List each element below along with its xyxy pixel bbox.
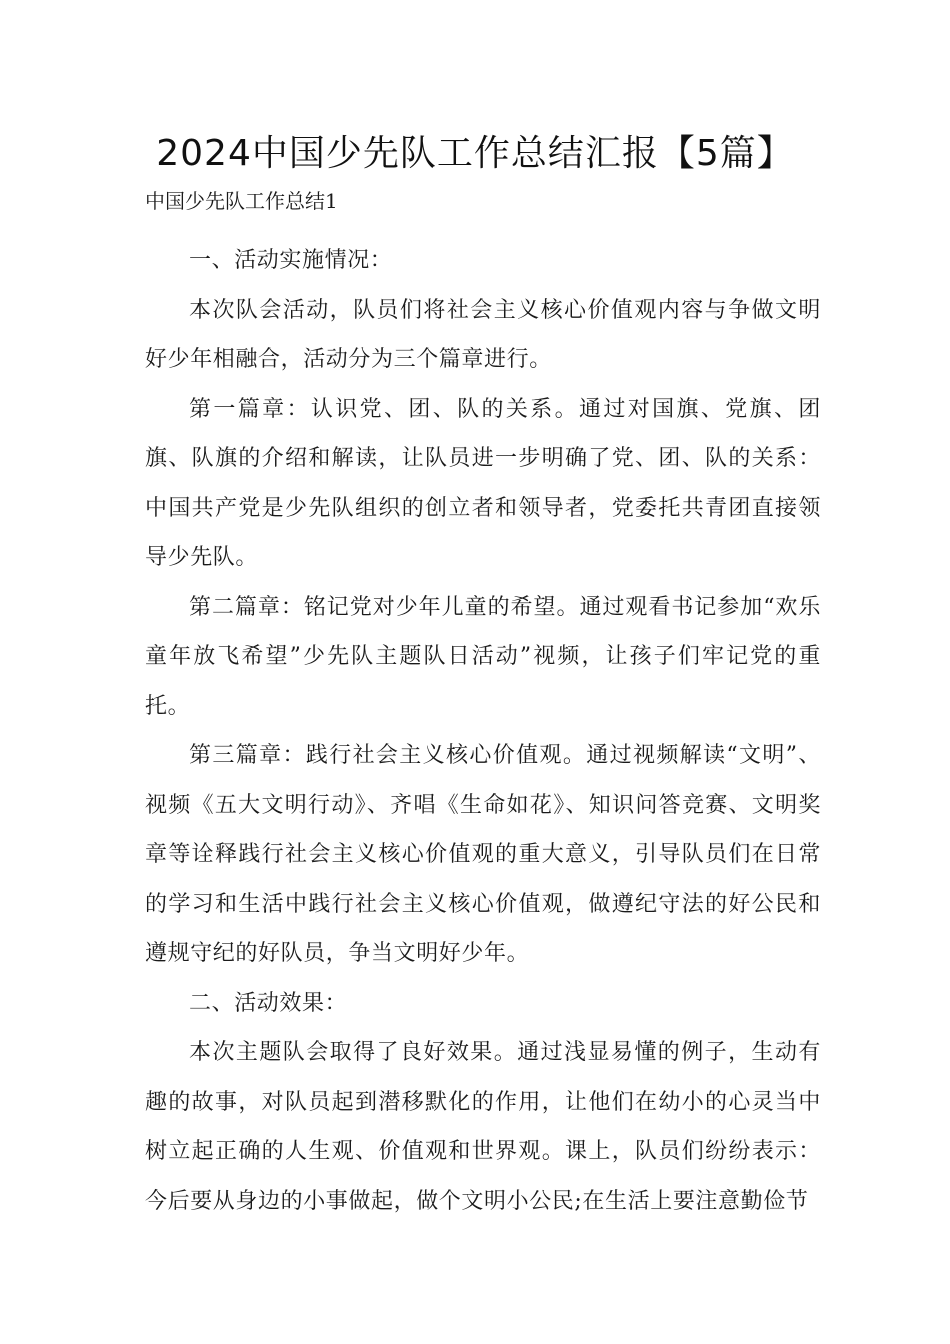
document-title: 2024中国少先队工作总结汇报【5篇】 — [156, 133, 794, 174]
paragraph-chapter-three: 第三篇章：践行社会主义核心价值观。通过视频解读“文明”、视频《五大文明行动》、齐唱《生命如花》、知识问答竞赛、文明奖章等诠释践行社会主义核心价值观的重大意义，引导队员们在日常的学习和生活中践行社会主义核心价值观，做遵纪守法的好公民和遵规守纪的好队员，争当文明好少年。 — [145, 743, 821, 966]
section-heading-implementation: 一、活动实施情况： — [189, 248, 393, 273]
document-body — [145, 236, 821, 1226]
paragraph-chapter-one: 第一篇章：认识党、团、队的关系。通过对国旗、党旗、团旗、队旗的介绍和解读，让队员进一步明确了党、团、队的关系：中国共产党是少先队组织的创立者和领导者，党委托共青团直接领导少先队。 — [145, 396, 821, 570]
paragraph-intro: 本次队会活动，队员们将社会主义核心价值观内容与争做文明好少年相融合，活动分为三个篇章进行。 — [145, 297, 821, 372]
document-subtitle: 中国少先队工作总结1 — [145, 189, 338, 213]
paragraph-chapter-two: 第二篇章：铭记党对少年儿童的希望。通过观看书记参加“欢乐童年放飞希望”少先队主题队日活动”视频，让孩子们牢记党的重托。 — [145, 594, 821, 719]
paragraph-effects: 本次主题队会取得了良好效果。通过浅显易懂的例子，生动有趣的故事，对队员起到潜移默化的作用，让他们在幼小的心灵当中树立起正确的人生观、价值观和世界观。课上，队员们纷纷表示：今后要从身边的小事做起，做个文明小公民;在生活上要注意勤俭节 — [145, 1040, 821, 1214]
section-heading-effects: 二、活动效果： — [189, 990, 348, 1016]
